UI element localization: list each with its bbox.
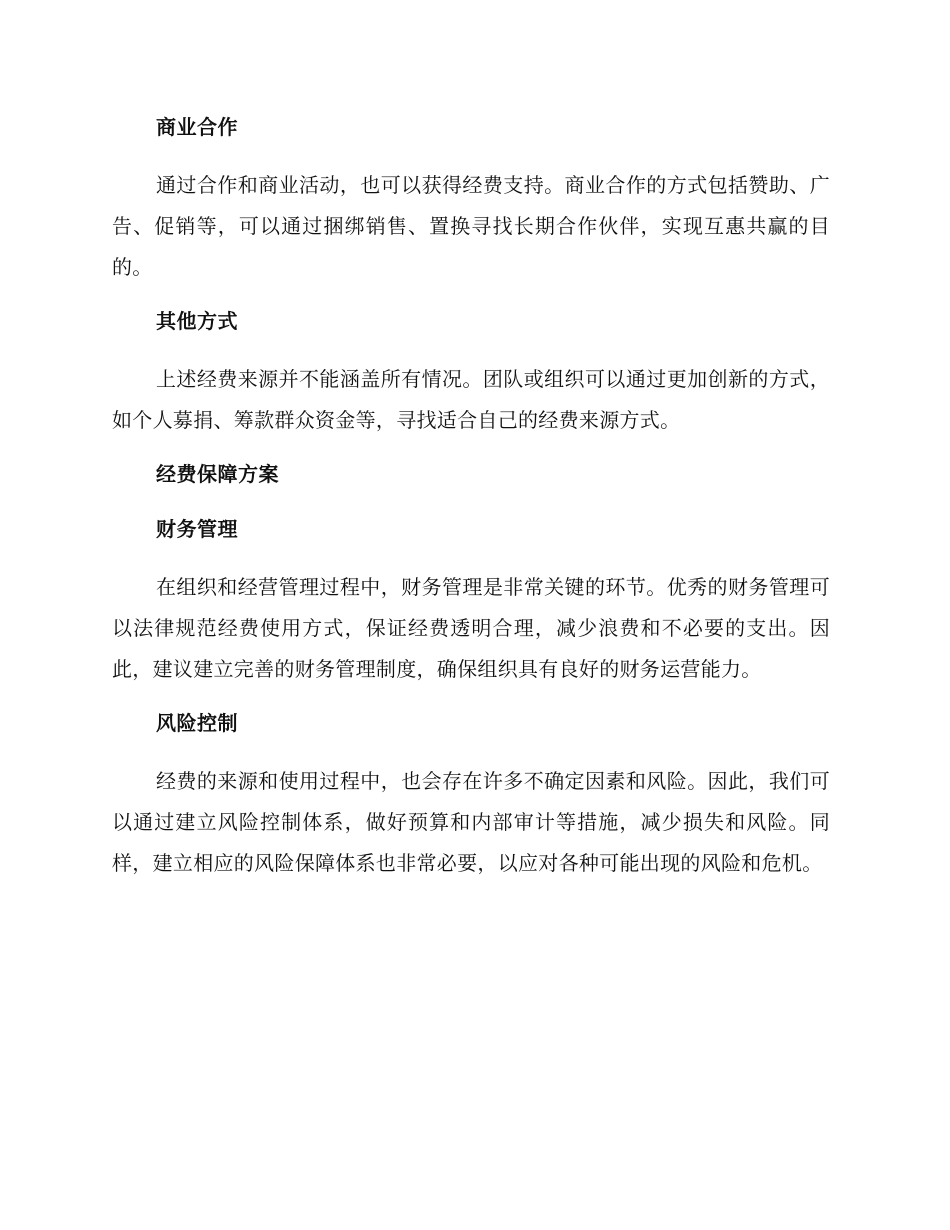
section-heading-business-cooperation: 商业合作	[156, 115, 238, 139]
section-heading-risk-control: 风险控制	[156, 711, 238, 735]
section-paragraph-financial-management: 在组织和经营管理过程中，财务管理是非常关键的环节。优秀的财务管理可以法律规范经费使用方式，保证经费透明合理，减少浪费和不必要的支出。因此，建议建立完善的财务管理制度，确保组织具有良好的财务运营能力。	[112, 575, 830, 681]
section-heading-financial-management: 财务管理	[156, 517, 238, 541]
section-heading-other-methods: 其他方式	[156, 309, 238, 333]
section-paragraph-risk-control: 经费的来源和使用过程中，也会存在许多不确定因素和风险。因此，我们可以通过建立风险控制体系，做好预算和内部审计等措施，减少损失和风险。同样，建立相应的风险保障体系也非常必要，以应对各种可能出现的风险和危机。	[112, 769, 830, 875]
section-paragraph-other-methods: 上述经费来源并不能涵盖所有情况。团队或组织可以通过更加创新的方式，如个人募捐、筹款群众资金等，寻找适合自己的经费来源方式。	[112, 367, 830, 432]
section-paragraph-business-cooperation: 通过合作和商业活动，也可以获得经费支持。商业合作的方式包括赞助、广告、促销等，可以通过捆绑销售、置换寻找长期合作伙伴，实现互惠共赢的目的。	[112, 173, 830, 279]
section-heading-funding-guarantee-plan: 经费保障方案	[156, 462, 279, 486]
